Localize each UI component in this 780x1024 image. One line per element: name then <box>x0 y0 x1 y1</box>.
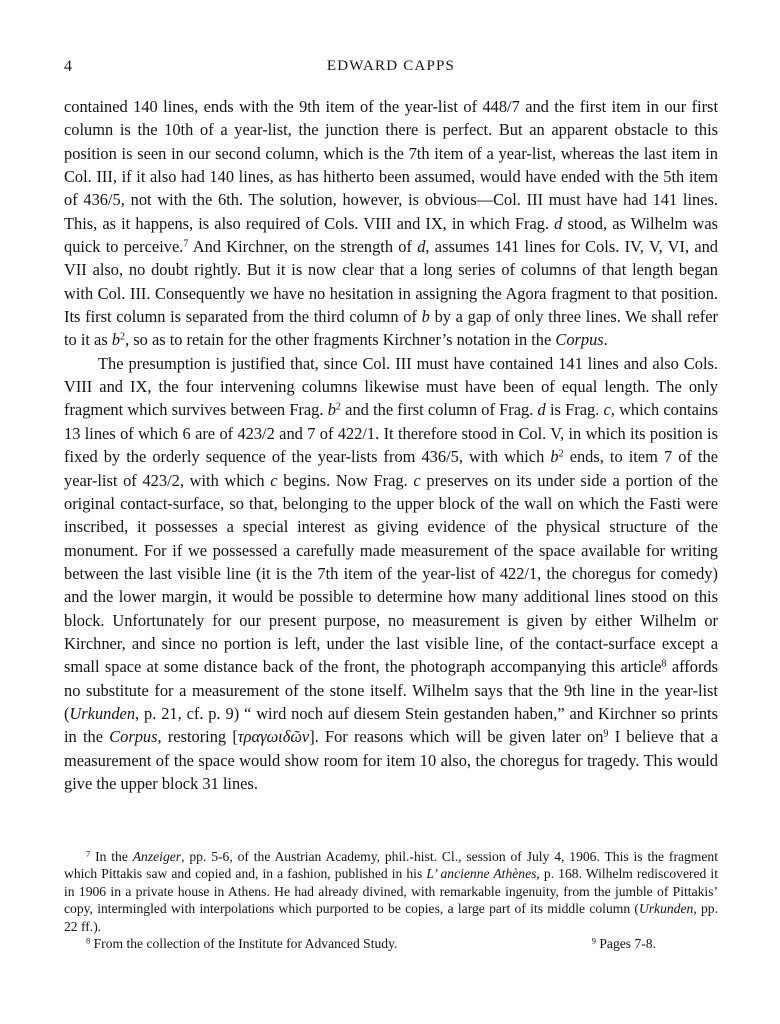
footnote-8: $^8$ From the collection of the Institute for Advanced Study. <box>86 935 398 952</box>
paragraph: contained 140 lines, ends with the 9th item of the year-list of 448/7 and the first item in our first column is the 10th of a year-list, the junction there is perfect. But an apparent obstacle to this position is seen in our second column, which is the 7th item of a year-list, whereas the last item in Col. III, if it also had 140 lines, as has hitherto been assumed, would have ended with the 5th item of 436/5, not with the 6th. The solution, however, is obvious—Col. III must have had 141 lines. This, as it happens, is also required of Cols. VIII and IX, in which Frag. d stood, as Wilhelm was quick to perceive.$^7$ And Kirchner, on the strength of d, assumes 141 lines for Cols. IV, V, VI, and VII also, no doubt rightly. But it is now clear that a long series of columns of that length began with Col. III. Consequently we have no hesitation in assigning the Agora fragment to that position. Its first column is separated from the third column of b by a gap of only three lines. We shall refer to it as $b^2$, so as to retain for the other fragments Kirchner’s notation in the Corpus. <box>64 97 718 350</box>
footnotes <box>64 848 718 952</box>
running-head: EDWARD CAPPS <box>326 58 456 74</box>
paragraph: The presumption is justified that, since Col. III must have contained 141 lines and also Cols. VIII and IX, the four intervening columns likewise must have been of equal length. The only fragment which survives between Frag. $b^2$ and the first column of Frag. d is Frag. c, which contains 13 lines of which 6 are of 423/2 and 7 of 422/1. It therefore stood in Col. V, in which its position is fixed by the orderly sequence of the year-lists from 436/5, with which $b^2$ ends, to item 7 of the year-list of 423/2, with which c begins. Now Frag. c preserves on its under side a portion of the original contact-surface, so that, belonging to the upper block of the wall on which the Fasti were inscribed, it possesses a special interest as giving evidence of the physical structure of the monument. For if we possessed a carefully made measurement of the space available for writing between the last visible line (it is the 7th item of the year-list of 422/1, the choregus for comedy) and the lower margin, it would be possible to determine how many additional lines stood on this block. Unfortunately for our present purpose, no measurement is given by either Wilhelm or Kirchner, and since no portion is left, under the last visible line, of the contact-surface except a small space at some distance back of the front, the photograph accompanying this article$^8$ affords no substitute for a measurement of the stone itself. Wilhelm says that the 9th line in the year-list (Urkunden, p. 21, cf. p. 9) “ wird noch auf diesem Stein gestanden haben,” and Kirchner so prints in the Corpus, restoring [τραγωιδῶν]. For reasons which will be given later $on^9$ I believe that a measurement of the space would show room for item 10 also, the choregus for tragedy. This would give the upper block 31 lines. <box>64 353 719 793</box>
page-number: 4 <box>64 58 72 75</box>
body-text <box>64 95 718 795</box>
footnote-row <box>64 935 718 952</box>
footnote-7: $^7$ In the Anzeiger, pp. 5-6, of the Austrian Academy, phil.-hist. Cl., session of July 4, 1906. This is the fragment which Pittakis saw and copied and, in a fashion, published in his L’ ancienne Athènes, p. 168. Wilhelm rediscovered it in 1906 in a private house in Athens. He had already divined, with remarkable ingenuity, from the jumble of Pittakis’ copy, intermingled with interpolations which purported to be copies, a large part of its middle column (Urkunden, pp. 22 ff.). <box>64 848 718 934</box>
page-header <box>64 58 718 82</box>
footnote-9: $^9$ Pages 7-8. <box>591 935 656 952</box>
